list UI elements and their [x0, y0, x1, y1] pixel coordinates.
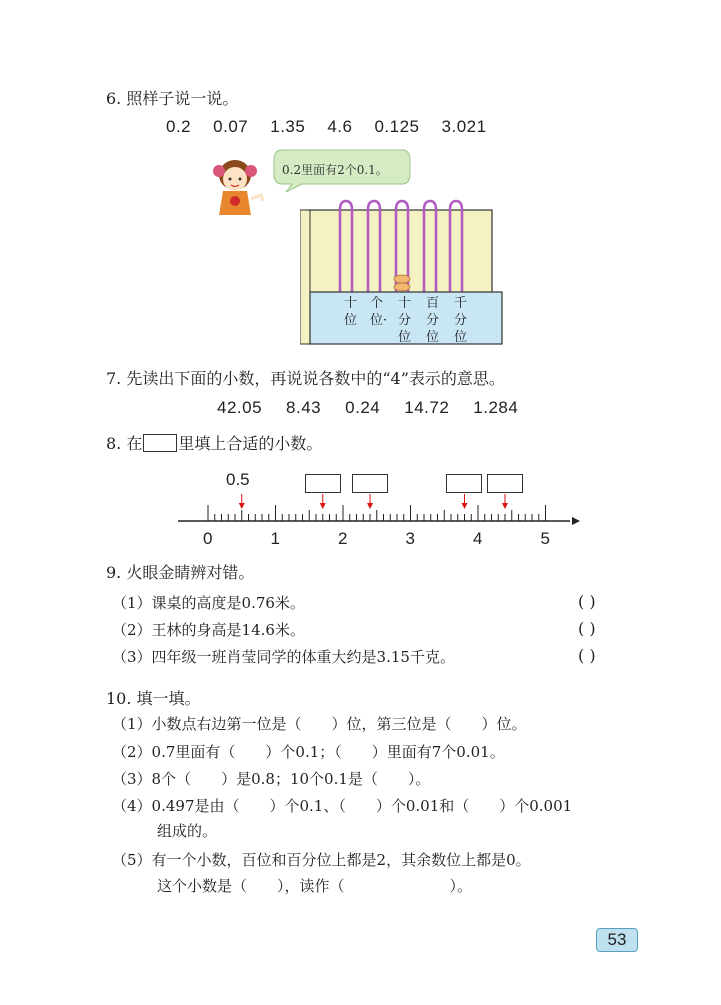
q10-item: 组成的。	[112, 822, 218, 840]
place-label-hundredths-3: 位	[426, 330, 440, 345]
q7-title: 7. 先读出下面的小数，再说说各数中的“4”表示的意思。	[106, 369, 505, 388]
q10-item: 这个小数是（ ），读作（ ）。	[112, 877, 473, 895]
q9-item: （1）课桌的高度是0.76米。	[112, 594, 305, 612]
girl-illustration	[205, 155, 275, 217]
page-number: 53	[596, 928, 638, 952]
place-label-ones-2: 位·	[370, 313, 388, 328]
axis-tick-label: 1	[270, 529, 280, 548]
place-label-tens-2: 位	[344, 313, 358, 328]
q7-numbers	[217, 398, 540, 418]
q7-number: 42.05	[217, 398, 263, 417]
place-label-thousandths-3: 位	[454, 330, 468, 345]
place-label-tenths-2: 分	[398, 313, 412, 328]
place-label-ones: 个	[370, 296, 384, 311]
q6-number: 0.125	[374, 117, 420, 136]
blank-box-icon	[143, 434, 177, 452]
axis-arrow-icon	[572, 517, 580, 525]
place-label-tens: 十	[344, 296, 358, 311]
q8-example-value: 0.5	[226, 470, 250, 489]
q7-number: 0.24	[345, 398, 381, 417]
q10-item: （5）有一个小数，百位和百分位上都是2，其余数位上都是0。	[112, 851, 531, 869]
place-label-tenths: 十	[398, 296, 412, 311]
axis-tick-label: 4	[473, 529, 483, 548]
place-label-thousandths: 千	[454, 296, 468, 311]
place-label-thousandths-2: 分	[454, 313, 468, 328]
place-label-hundredths: 百	[426, 296, 440, 311]
q7-number: 1.284	[473, 398, 519, 417]
place-label-hundredths-2: 分	[426, 313, 440, 328]
q10-title: 10. 填一填。	[106, 689, 201, 708]
q9-answer-paren[interactable]: ( )	[578, 619, 596, 638]
q6-title: 6. 照样子说一说。	[106, 89, 239, 108]
q9-answer-paren[interactable]: ( )	[578, 646, 596, 665]
axis-tick-label: 5	[540, 529, 550, 548]
q10-item: （2）0.7里面有（ ）个0.1；（ ）里面有7个0.01。	[112, 743, 505, 761]
axis-tick-label: 0	[203, 529, 213, 548]
q6-number: 4.6	[327, 117, 353, 136]
q8-title	[106, 431, 322, 454]
q9-item: （2）王林的身高是14.6米。	[112, 621, 305, 639]
q9-title: 9. 火眼金睛辨对错。	[106, 563, 255, 582]
q10-item: （3）8个（ ）是0.8；10个0.1是（ ）。	[112, 770, 431, 788]
axis-tick-label: 2	[338, 529, 348, 548]
number-line	[170, 488, 590, 528]
speech-text: 0.2里面有2个0.1。	[282, 163, 388, 177]
axis-tick-label: 3	[405, 529, 415, 548]
marker-arrow-head	[320, 503, 326, 509]
marker-arrow-head	[462, 503, 468, 509]
place-label-tenths-3: 位	[398, 330, 412, 345]
q6-number: 0.2	[166, 117, 192, 136]
q6-number: 1.35	[270, 117, 306, 136]
q6-numbers	[166, 117, 509, 137]
q10-item: （4）0.497是由（ ）个0.1、（ ）个0.01和（ ）个0.001	[112, 797, 573, 815]
q9-item: （3）四年级一班肖莹同学的体重大约是3.15千克。	[112, 648, 455, 666]
q8-title-post: 里填上合适的小数。	[178, 434, 323, 453]
marker-arrow-head	[367, 503, 373, 509]
q6-number: 0.07	[213, 117, 249, 136]
q10-item: （1）小数点右边第一位是（ ）位，第三位是（ ）位。	[112, 715, 527, 733]
q7-number: 8.43	[286, 398, 322, 417]
marker-arrow-head	[502, 503, 508, 509]
q8-title-pre: 8. 在	[106, 434, 143, 453]
marker-arrow-head	[239, 503, 245, 509]
q7-number: 14.72	[404, 398, 450, 417]
q6-number: 3.021	[441, 117, 487, 136]
q9-answer-paren[interactable]: ( )	[578, 592, 596, 611]
